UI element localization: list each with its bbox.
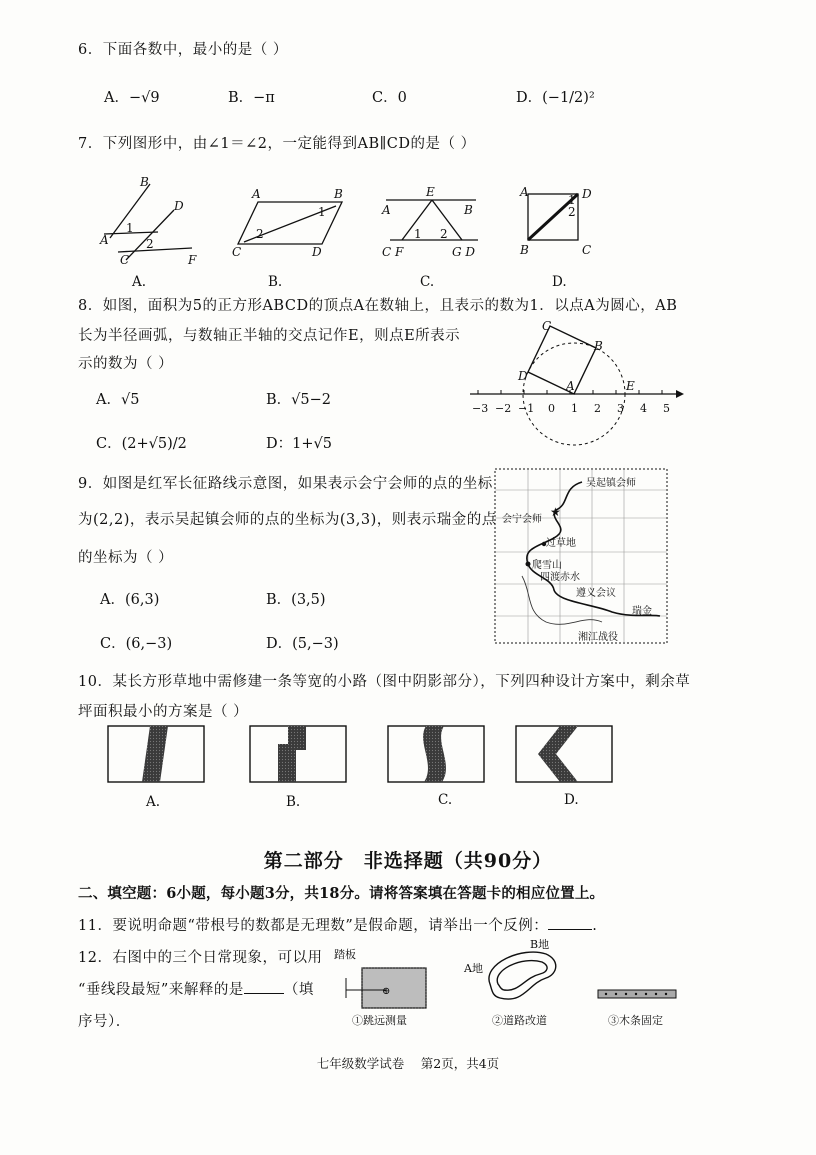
map-label-grassland: 过草地 xyxy=(546,538,576,549)
q6-stem: 6．下面各数中，最小的是（ ） xyxy=(78,42,288,58)
q9-line3: 的坐标为（ ） xyxy=(78,550,174,566)
svg-text:E: E xyxy=(426,185,435,199)
q12-answer-blank xyxy=(244,993,284,994)
svg-text:A: A xyxy=(382,203,391,217)
q9-long-march-map xyxy=(492,466,672,648)
q8-point-b: B xyxy=(594,339,603,353)
q8-tick-label: −3 xyxy=(472,402,489,415)
q10-line1: 10．某长方形草地中需修建一条等宽的小路（图中阴影部分），下列四种设计方案中，剩余草 xyxy=(78,674,691,690)
q8-tick-label: 3 xyxy=(617,402,624,415)
q7-figures xyxy=(96,172,696,272)
q10-caption-d: D. xyxy=(564,792,579,808)
q10-path-designs xyxy=(104,722,614,786)
q7-caption-a: A. xyxy=(132,274,147,290)
q12-caption-road: ②道路改道 xyxy=(492,1014,547,1027)
svg-text:C F: C F xyxy=(382,245,404,259)
q8-point-c: C xyxy=(542,319,552,333)
svg-text:C: C xyxy=(582,243,592,257)
q8-option-a: A．√5 xyxy=(96,392,140,408)
q12-figures xyxy=(332,938,692,1034)
svg-text:A: A xyxy=(100,233,109,247)
q12-caption-jump: ①跳远测量 xyxy=(352,1014,407,1027)
q8-line2: 长为半径画弧，与数轴正半轴的交点记作E，则点E所表示 xyxy=(78,328,461,344)
svg-text:B: B xyxy=(520,243,529,257)
q12-caption-wood: ③木条固定 xyxy=(608,1014,663,1027)
q8-point-d: D xyxy=(518,369,528,383)
svg-text:D: D xyxy=(582,187,592,201)
svg-text:1: 1 xyxy=(126,221,134,235)
q9-option-b: B．(3,5) xyxy=(266,592,326,608)
q10-line2: 坪面积最小的方案是（ ） xyxy=(78,704,249,720)
map-label-huining: 会宁会师 xyxy=(502,514,542,525)
q12-label-a: A地 xyxy=(464,962,483,975)
svg-text:D: D xyxy=(174,199,184,213)
svg-text:D: D xyxy=(312,245,322,259)
q7-caption-b: B. xyxy=(268,274,283,290)
q8-tick-label: 4 xyxy=(640,402,647,415)
q11-answer-blank xyxy=(548,929,592,930)
map-label-wuqi: 吴起镇会师 xyxy=(586,478,636,489)
section-fill-in-blank: 二、填空题：6小题，每小题3分，共18分。请将答案填在答题卡的相应位置上。 xyxy=(78,885,605,902)
q6-option-c: C．0 xyxy=(372,90,407,106)
svg-text:1: 1 xyxy=(568,193,576,207)
q9-line2: 为(2,2)，表示吴起镇会师的点的坐标为(3,3)，则表示瑞金的点 xyxy=(78,512,497,528)
page-footer: 七年级数学试卷 第2页，共4页 xyxy=(316,1056,500,1071)
q7-caption-c: C. xyxy=(420,274,435,290)
q10-caption-b: B. xyxy=(286,794,301,810)
q12-line2: “垂线段最短”来解释的是 （填 xyxy=(78,982,314,998)
svg-text:B: B xyxy=(334,187,343,201)
q8-number-line-figure xyxy=(466,316,686,476)
q6-option-d: D．(−1/2)² xyxy=(516,90,595,106)
q9-option-d: D．(5,−3) xyxy=(266,636,339,652)
q8-tick-label: 5 xyxy=(663,402,670,415)
svg-text:2: 2 xyxy=(440,227,448,241)
part2-title: 第二部分 非选择题（共90分） xyxy=(263,850,553,872)
q8-option-b: B．√5−2 xyxy=(266,392,331,408)
q8-line1: 8．如图，面积为5的正方形ABCD的顶点A在数轴上，且表示的数为1．以点A为圆心，AB xyxy=(78,298,678,314)
q8-tick-label: 0 xyxy=(548,402,555,415)
svg-text:C: C xyxy=(120,253,130,267)
q10-caption-a: A. xyxy=(146,794,161,810)
q11-stem: 11．要说明命题“带根号的数都是无理数”是假命题，请举出一个反例： . xyxy=(78,918,598,934)
q8-point-e: E xyxy=(626,379,635,393)
svg-text:B: B xyxy=(140,175,149,189)
q8-line3: 示的数为（ ） xyxy=(78,356,174,372)
q10-caption-c: C. xyxy=(438,792,453,808)
q7-stem: 7．下列图形中，由∠1＝∠2，一定能得到AB∥CD的是（ ） xyxy=(78,136,476,152)
q9-option-c: C．(6,−3) xyxy=(100,636,173,652)
q8-option-c: C．(2+√5)/2 xyxy=(96,436,187,452)
q12-label-board: 踏板 xyxy=(334,948,356,961)
q9-line1: 9．如图是红军长征路线示意图，如果表示会宁会师的点的坐标 xyxy=(78,476,493,492)
q7-caption-d: D. xyxy=(552,274,567,290)
svg-text:B: B xyxy=(464,203,473,217)
svg-text:2: 2 xyxy=(146,237,154,251)
svg-text:1: 1 xyxy=(414,227,422,241)
svg-text:1: 1 xyxy=(318,205,326,219)
q8-point-a: A xyxy=(566,379,575,393)
svg-text:A: A xyxy=(252,187,261,201)
svg-text:★: ★ xyxy=(550,505,561,519)
svg-text:F: F xyxy=(188,253,197,267)
map-label-xiangjiang: 湘江战役 xyxy=(578,632,618,643)
q6-option-b: B．−π xyxy=(228,90,275,106)
map-label-zunyi: 遵义会议 xyxy=(576,588,616,599)
svg-text:⊕: ⊕ xyxy=(382,986,391,997)
q8-tick-label: 2 xyxy=(594,402,601,415)
map-label-chishui: 四渡赤水 xyxy=(540,572,580,583)
q8-tick-label: 1 xyxy=(571,402,578,415)
q8-option-d: D：1+√5 xyxy=(266,436,332,452)
svg-text:G D: G D xyxy=(452,245,476,259)
map-label-snow-mountain: 爬雪山 xyxy=(532,560,562,571)
svg-text:C: C xyxy=(232,245,242,259)
q6-option-a: A．−√9 xyxy=(104,90,160,106)
map-label-ruijin: 瑞金 xyxy=(632,606,652,617)
svg-text:A: A xyxy=(520,185,529,199)
q9-option-a: A．(6,3) xyxy=(100,592,160,608)
q12-label-b: B地 xyxy=(530,938,550,951)
q12-line1: 12．右图中的三个日常现象，可以用 xyxy=(78,950,323,966)
svg-text:2: 2 xyxy=(256,227,264,241)
q12-line3: 序号）． xyxy=(78,1014,131,1030)
svg-text:2: 2 xyxy=(568,205,576,219)
q8-tick-label: −1 xyxy=(518,402,535,415)
q8-tick-label: −2 xyxy=(495,402,512,415)
